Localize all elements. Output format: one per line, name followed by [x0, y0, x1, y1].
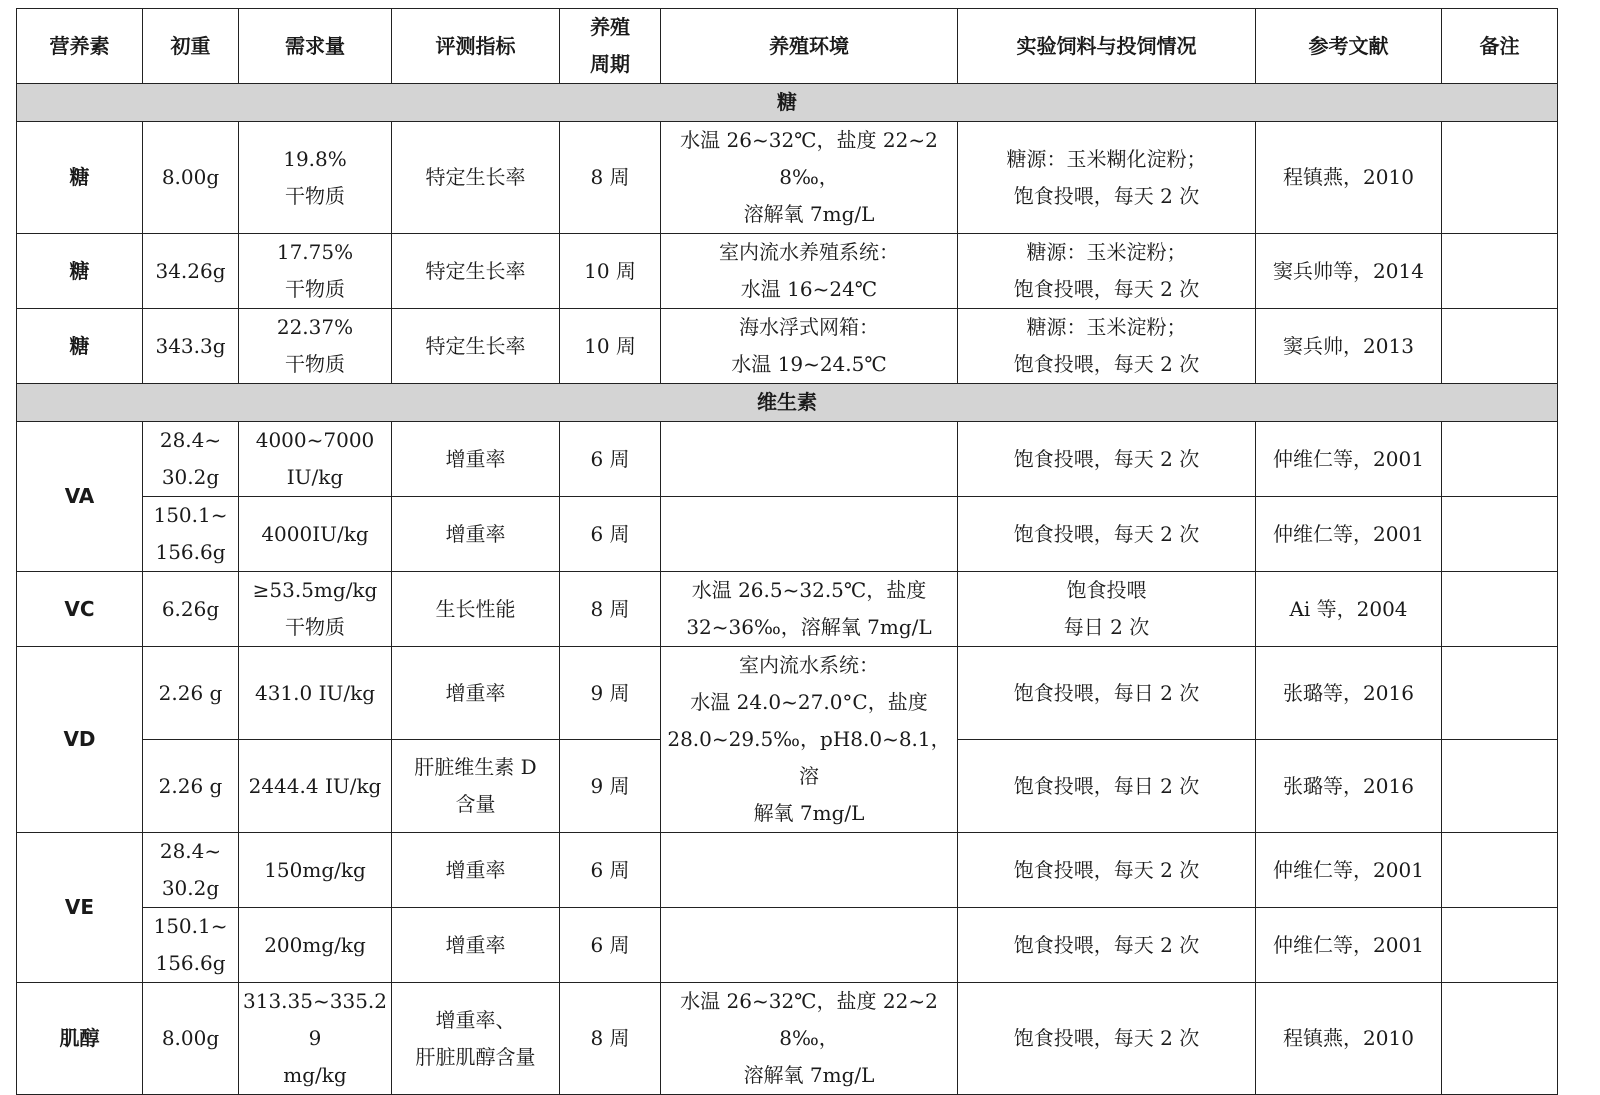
header-nutrient: 营养素	[17, 9, 143, 84]
cell-reference: 窦兵帅，2013	[1256, 309, 1442, 384]
cell-nutrient: 糖	[17, 234, 143, 309]
cell-weight: 150.1~ 156.6g	[143, 908, 239, 983]
cell-weight: 343.3g	[143, 309, 239, 384]
cell-environment: 室内流水养殖系统： 水温 16~24℃	[661, 234, 958, 309]
nutrient-requirement-table	[16, 8, 1558, 1095]
cell-notes	[1442, 908, 1558, 983]
cell-feed: 饱食投喂，每天 2 次	[958, 983, 1256, 1095]
cell-feed: 饱食投喂 每日 2 次	[958, 572, 1256, 647]
cell-weight: 28.4~ 30.2g	[143, 833, 239, 908]
cell-environment	[661, 908, 958, 983]
header-indicator: 评测指标	[392, 9, 560, 84]
cell-environment	[661, 497, 958, 572]
cell-weight: 28.4~ 30.2g	[143, 422, 239, 497]
cell-feed: 饱食投喂，每日 2 次	[958, 647, 1256, 740]
cell-reference: 窦兵帅等，2014	[1256, 234, 1442, 309]
cell-requirement: 17.75% 干物质	[239, 234, 392, 309]
cell-notes	[1442, 422, 1558, 497]
cell-notes	[1442, 234, 1558, 309]
cell-indicator: 增重率	[392, 833, 560, 908]
cell-nutrient: 糖	[17, 309, 143, 384]
cell-requirement: 2444.4 IU/kg	[239, 740, 392, 833]
cell-feed: 饱食投喂，每天 2 次	[958, 422, 1256, 497]
cell-reference: 仲维仁等，2001	[1256, 908, 1442, 983]
cell-weight: 8.00g	[143, 122, 239, 234]
table-row	[17, 122, 1558, 234]
cell-indicator: 增重率	[392, 647, 560, 740]
cell-requirement: ≥53.5mg/kg 干物质	[239, 572, 392, 647]
header-environment: 养殖环境	[661, 9, 958, 84]
cell-notes	[1442, 833, 1558, 908]
cell-environment	[661, 422, 958, 497]
cell-environment: 室内流水系统： 水温 24.0~27.0°C，盐度 28.0~29.5‰，pH8.0~8.1，溶 解氧 7mg/L	[661, 647, 958, 833]
header-notes: 备注	[1442, 9, 1558, 84]
cell-indicator: 增重率	[392, 422, 560, 497]
cell-requirement: 431.0 IU/kg	[239, 647, 392, 740]
cell-feed: 糖源：玉米淀粉； 饱食投喂，每天 2 次	[958, 309, 1256, 384]
cell-reference: 程镇燕，2010	[1256, 122, 1442, 234]
cell-requirement: 22.37% 干物质	[239, 309, 392, 384]
cell-requirement: 4000IU/kg	[239, 497, 392, 572]
section-title-sugar: 糖	[17, 84, 1558, 122]
cell-weight: 2.26 g	[143, 647, 239, 740]
cell-indicator: 特定生长率	[392, 122, 560, 234]
cell-requirement: 313.35~335.29 mg/kg	[239, 983, 392, 1095]
cell-nutrient: VE	[17, 833, 143, 983]
table-row	[17, 497, 1558, 572]
table-row	[17, 833, 1558, 908]
cell-period: 10 周	[560, 234, 661, 309]
cell-requirement: 150mg/kg	[239, 833, 392, 908]
cell-environment: 海水浮式网箱： 水温 19~24.5℃	[661, 309, 958, 384]
table-row	[17, 309, 1558, 384]
cell-indicator: 特定生长率	[392, 234, 560, 309]
header-requirement: 需求量	[239, 9, 392, 84]
cell-requirement: 4000~7000 IU/kg	[239, 422, 392, 497]
cell-notes	[1442, 309, 1558, 384]
cell-feed: 糖源：玉米糊化淀粉； 饱食投喂，每天 2 次	[958, 122, 1256, 234]
cell-indicator: 生长性能	[392, 572, 560, 647]
table-row	[17, 572, 1558, 647]
cell-indicator: 增重率	[392, 908, 560, 983]
cell-feed: 糖源：玉米淀粉； 饱食投喂，每天 2 次	[958, 234, 1256, 309]
cell-reference: 张璐等，2016	[1256, 740, 1442, 833]
header-reference: 参考文献	[1256, 9, 1442, 84]
section-row-sugar	[17, 84, 1558, 122]
cell-reference: 仲维仁等，2001	[1256, 833, 1442, 908]
cell-period: 6 周	[560, 833, 661, 908]
cell-indicator: 特定生长率	[392, 309, 560, 384]
cell-weight: 2.26 g	[143, 740, 239, 833]
cell-notes	[1442, 497, 1558, 572]
cell-weight: 8.00g	[143, 983, 239, 1095]
cell-notes	[1442, 983, 1558, 1095]
header-row	[17, 9, 1558, 84]
cell-period: 6 周	[560, 422, 661, 497]
cell-notes	[1442, 740, 1558, 833]
cell-feed: 饱食投喂，每天 2 次	[958, 908, 1256, 983]
cell-weight: 6.26g	[143, 572, 239, 647]
header-period: 养殖 周期	[560, 9, 661, 84]
cell-reference: 程镇燕，2010	[1256, 983, 1442, 1095]
cell-nutrient: VC	[17, 572, 143, 647]
cell-notes	[1442, 572, 1558, 647]
cell-reference: 张璐等，2016	[1256, 647, 1442, 740]
cell-feed: 饱食投喂，每天 2 次	[958, 833, 1256, 908]
cell-nutrient: 肌醇	[17, 983, 143, 1095]
cell-period: 10 周	[560, 309, 661, 384]
cell-environment: 水温 26~32℃，盐度 22~28‰， 溶解氧 7mg/L	[661, 122, 958, 234]
cell-weight: 34.26g	[143, 234, 239, 309]
cell-indicator: 肝脏维生素 D 含量	[392, 740, 560, 833]
cell-period: 6 周	[560, 497, 661, 572]
cell-weight: 150.1~ 156.6g	[143, 497, 239, 572]
table-row	[17, 647, 1558, 740]
header-initial-weight: 初重	[143, 9, 239, 84]
cell-nutrient: 糖	[17, 122, 143, 234]
cell-period: 6 周	[560, 908, 661, 983]
cell-indicator: 增重率、 肝脏肌醇含量	[392, 983, 560, 1095]
cell-feed: 饱食投喂，每日 2 次	[958, 740, 1256, 833]
table-row	[17, 908, 1558, 983]
cell-nutrient: VA	[17, 422, 143, 572]
cell-period: 9 周	[560, 740, 661, 833]
section-row-vitamin	[17, 384, 1558, 422]
cell-feed: 饱食投喂，每天 2 次	[958, 497, 1256, 572]
cell-indicator: 增重率	[392, 497, 560, 572]
table-row	[17, 983, 1558, 1095]
table-row	[17, 234, 1558, 309]
table-row	[17, 422, 1558, 497]
cell-period: 8 周	[560, 122, 661, 234]
cell-notes	[1442, 122, 1558, 234]
cell-period: 8 周	[560, 983, 661, 1095]
cell-nutrient: VD	[17, 647, 143, 833]
cell-reference: Ai 等，2004	[1256, 572, 1442, 647]
cell-requirement: 19.8% 干物质	[239, 122, 392, 234]
cell-reference: 仲维仁等，2001	[1256, 422, 1442, 497]
cell-notes	[1442, 647, 1558, 740]
cell-environment: 水温 26.5~32.5℃，盐度 32~36‰，溶解氧 7mg/L	[661, 572, 958, 647]
cell-environment: 水温 26~32℃，盐度 22~28‰， 溶解氧 7mg/L	[661, 983, 958, 1095]
cell-requirement: 200mg/kg	[239, 908, 392, 983]
cell-period: 8 周	[560, 572, 661, 647]
section-title-vitamin: 维生素	[17, 384, 1558, 422]
header-feed: 实验饲料与投饲情况	[958, 9, 1256, 84]
cell-period: 9 周	[560, 647, 661, 740]
cell-reference: 仲维仁等，2001	[1256, 497, 1442, 572]
cell-environment	[661, 833, 958, 908]
